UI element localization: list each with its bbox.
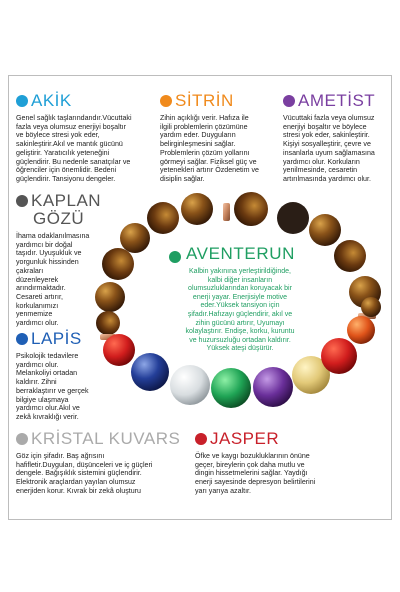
tiger-eye-bead [147,202,179,234]
sitrin-line: Problemlerin çözüm yollarını [160,148,250,157]
lapis-title-text: LAPİS [31,329,82,348]
kaplan-line: yardımcı bir doğal [16,240,73,249]
ametist-line: stresi yok eder, sakinleştirir. [283,131,370,140]
jasper-description [195,452,385,496]
kaplan-line: Cesareti artırır, [16,292,63,301]
tiger-eye-bead [181,193,213,225]
aventerun-description [170,268,310,354]
sitrin-line: ilgili problemlerin çözümüne [160,122,248,131]
kaplan-line: yorgunluk hissinden [16,258,79,267]
jasper-line: geçer, bireylerin çok daha mutlu ve [195,460,305,469]
akik-line: geliştirir. Yaratıcılık yeteneğini [16,148,110,157]
aventerun-line: Kalbin yakınına yerleştirildiğinde, [189,268,291,275]
kristal-line: enerjiden korur. Kıvrak bir zekâ oluşturu [16,486,141,495]
amethyst-bead [253,367,293,407]
kaplan-gozu-section [16,192,106,328]
lapis-line: yardımcı olur.Akıl ve [16,404,80,413]
aventerun-line: kolaylaştırır. Endişe, korku, kuruntu [185,328,295,336]
tiger-eye-bead [234,192,268,226]
akik-line: fazla veya olumsuz enerjiyi boşaltır [16,122,127,131]
akik-title [16,92,156,110]
sitrin-title-text: SİTRİN [175,91,234,110]
ametist-section [283,92,390,184]
aventerun-line: zihin gücünü artırır, Uyumayı [195,319,285,327]
ametist-line: Vücuttaki fazla veya olumsuz [283,114,375,122]
jasper-line: dingin hissetmelerini sağlar. Yaydığı [195,469,308,478]
akik-line: ve böylece stresi yok eder, [16,131,100,140]
jasper-section [195,430,385,496]
kaplan-gozu-title-line2 [16,210,106,228]
kaplan-line: İhama odaklanılmasına [16,232,90,240]
ametist-description [283,114,390,184]
lapis-section [16,330,116,422]
kaplan-line: yardımcı olur. [16,319,59,328]
tiger-eye-bead [120,223,150,253]
jasper-line: enerji sayesinde depresyon belirtilerini [195,478,316,487]
spacer-bead [223,203,230,221]
lapis-line: berraklaştırır ve gerçek [16,386,89,395]
kaplan-gozu-description [16,232,106,328]
ametist-line: insanlarla uyum sağlamasına [283,148,375,157]
lapis-description [16,352,116,422]
kristal-title-text: KRİSTAL KUVARS [31,429,181,448]
aventurine-bead [211,368,251,408]
lapis-bead [131,353,169,391]
kaplan-gozu-title [16,192,106,210]
aventerun-dot [169,251,181,263]
dark-bead [277,202,309,234]
kaplan-line: düzenleyerek [16,275,59,284]
kaplan-title-line1: KAPLAN [31,191,102,210]
akik-line: öğrenciler için önemlidir. Bedeni [16,166,117,175]
sitrin-line: belirginleşmesini sağlar. [160,140,236,149]
sitrin-line: yardım eder. Duyguların [160,131,236,140]
aventerun-line: ve huzursuzluğu ortadan kaldırır. [189,336,291,344]
kaplan-line: yenmemize [16,310,53,319]
ametist-title [283,92,390,110]
aventerun-line: eder.Yüksek tansiyon için [200,302,280,310]
aventerun-title: AVENTERUN [186,244,295,263]
ametist-line: Kişiyi sosyalleştirir, çevre ve [283,140,371,149]
crystal-quartz-bead [170,365,210,405]
aventerun-line: kalbi diğer insanların [207,276,273,284]
lapis-line: kaldırır. Zihni [16,378,57,387]
kristal-line: hafifletir.Duyguları, düşünceleri ve iç güçleri [16,460,153,469]
akik-line: sakinleştirir.Akıl ve mantık gücünü [16,140,123,149]
jasper-title-text: JASPER [210,429,280,448]
aventerun-line: olumsuzluklarından koruyacak bir [188,285,292,293]
jasper-title [195,430,385,448]
akik-line: Genel sağlık taşlarındandır.Vücuttaki [16,114,132,122]
jasper-line: Öfke ve kaygı bozukluklarının önüne [195,452,310,460]
lapis-line: bilgiye ulaşmaya [16,395,69,404]
akik-description [16,114,156,184]
tiger-eye-bead [309,214,341,246]
akik-line: güçlendirir. Tansiyonu dengeler. [16,174,116,183]
kaplan-gozu-dot-icon [16,195,28,207]
akik-section [16,92,156,184]
akik-dot-icon [16,95,28,107]
kristal-dot-icon [16,433,28,445]
aventerun-line: şifadır.Hafızayı güçlendirir, akıl ve [187,310,293,318]
kristal-line: dengele. Bağışıklık sistemini güçlendirir. [16,469,142,478]
sitrin-dot-icon [160,95,172,107]
kaplan-line: korkulanımızı [16,301,59,310]
kristal-description [16,452,191,496]
jasper-line: yarı yarıya azaltır. [195,486,251,495]
ametist-line: artırılmasında yardımcı olur. [283,174,371,183]
red-agate-bead [321,338,357,374]
tiger-eye-bead [334,240,366,272]
tiger-eye-bead [102,248,134,280]
akik-line: güçlendirir. Bu nedenle sanatçılar ve [16,157,131,166]
ametist-line: yenilmesinde, cesaretin [283,166,358,175]
sitrin-line: yetenekleri artırır Özdenetim ve [160,166,259,175]
kristal-line: Göz için şifadır. Baş ağrısını [16,452,105,460]
lapis-dot-icon [16,333,28,345]
kristal-line: Elektronik araçlardan yayılan olumsuz [16,478,136,487]
kaplan-line: çakraları [16,266,44,275]
lapis-line: Melankoliyi ortadan [16,369,78,378]
aventerun-line: enerji yayar. Enerjisiyle motive [192,293,288,301]
sitrin-line: görmeyi sağlar. Fiziksel güç ve [160,157,257,166]
sitrin-line: disiplin sağlar. [160,174,205,183]
ametist-title-text: AMETİST [298,91,376,110]
kaplan-line: arındırmaktadır. [16,284,66,293]
sitrin-line: Zihin açıklığı verir. Hafıza ile [160,114,249,122]
lapis-title [16,330,116,348]
tiger-eye-bead [361,297,381,317]
orange-bead [347,316,375,344]
kristal-kuvars-section [16,430,191,496]
sitrin-section [160,92,280,184]
ametist-dot-icon [283,95,295,107]
ametist-line: yardımcı olur. Korkuların [283,157,360,166]
lapis-line: yardımcı olur. [16,360,59,369]
ametist-line: enerjiyi boşaltır ve böylece [283,122,367,131]
sitrin-title [160,92,280,110]
kristal-title [16,430,191,448]
aventerun-line: Yüksek ateşi düşürür. [206,345,274,353]
akik-title-text: AKİK [31,91,72,110]
kaplan-line: taşıdır. Uyuşukluk ve [16,249,82,258]
kaplan-title-line2: GÖZÜ [33,209,85,228]
sitrin-description [160,114,280,184]
lapis-line: Psikolojik tedavilere [16,352,79,360]
lapis-line: zekâ kıvraklığı verir. [16,412,79,421]
jasper-dot-icon [195,433,207,445]
